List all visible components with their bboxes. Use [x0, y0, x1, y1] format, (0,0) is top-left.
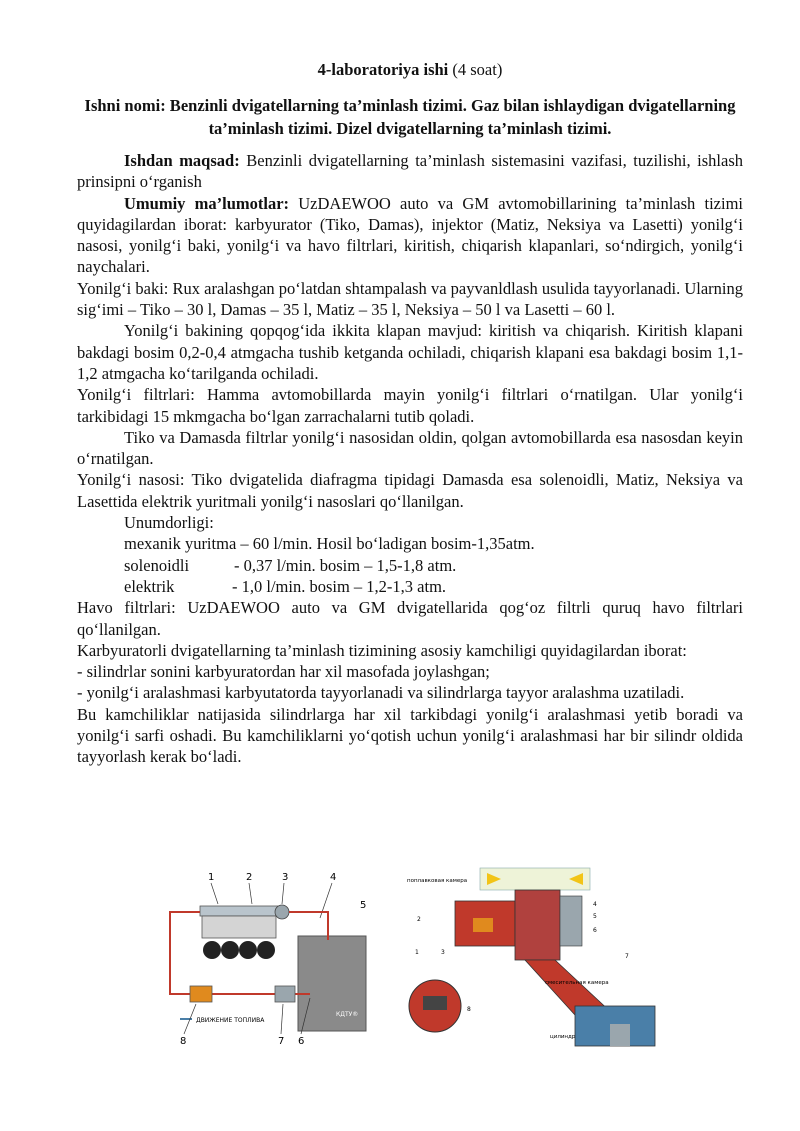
supply-line [170, 912, 200, 994]
paragraph-drawback-2: - yonilg‘i aralashmasi karbyutatorda tayyorlanadi va silindrlarga tayyor aralashma uzatiladi. [77, 683, 685, 703]
label-5: 5 [360, 900, 367, 911]
paragraph-general-info [77, 193, 743, 278]
paragraph-air-filters: Havo filtrlari: UzDAEWOO auto va GM dvigatellarida qog‘oz filtrli quruq havo filtrlari qo‘llanilgan. [77, 598, 743, 639]
mixing-chamber-label: смесительная камера [545, 980, 609, 986]
paragraph-drawbacks: Karbyuratorli dvigatellarning ta’minlash tizimining asosiy kamchiligi quyidagilardan iborat: [77, 640, 687, 660]
fuel-system-diagram [160, 866, 390, 1051]
carburetor-diagram [405, 866, 670, 1051]
lab-title [77, 60, 743, 80]
right-label-1: 1 [415, 949, 419, 956]
label-4: 4 [330, 872, 337, 883]
right-label-8: 8 [467, 1006, 471, 1013]
lab-title-bold: 4-laboratoriya ishi [317, 60, 449, 79]
lab-title-hours: (4 soat) [448, 60, 503, 79]
cylinder-4 [257, 941, 275, 959]
paragraph-productivity: Unumdorligi: [124, 513, 214, 533]
solenoid-label: solenoidli [124, 555, 190, 575]
piston [610, 1024, 630, 1046]
paragraph-fuel-filters: Yonilg‘i filtrlari: Hamma avtomobillarda mayin yonilg‘i filtrlari o‘rnatilgan. Ular yonilg‘i tarkibidagi 15 mkmgacha bo‘lgan zarrachalarni tutib qoladi. [77, 385, 743, 426]
right-label-7: 7 [625, 953, 629, 960]
paragraph-tank-valves: Yonilg‘i bakining qopqog‘ida ikkita klapan mavjud: kiritish va chiqarish. Kiritish klapani bakdagi bosim 0,2-0,4 atmgacha tushib ketganda ochiladi, chiqarish klapani esa bakdagi bosim 1,1-1,2 atmgacha ko‘tarilganda ochiladi. [77, 321, 743, 383]
general-info-label: Umumiy ma’lumotlar: [124, 193, 290, 213]
body-text [77, 150, 743, 768]
paragraph-conclusion: Bu kamchiliklar natijasida silindrlarga har xil tarkibdagi yonilg‘i aralashmasi yetib boradi va yonilg‘i sarfi oshadi. Bu kamchiliklarni yo‘qotish uchun yonilg‘i aralashmasi har bir silindr oldida tayyorlash kerak bo‘ladi. [77, 704, 743, 767]
paragraph-goal [77, 150, 743, 193]
paragraph-drawback-1: - silindrlar sonini karbyuratordan har xil masofada joylashgan; [77, 662, 490, 682]
right-label-3: 3 [441, 949, 445, 956]
label-2: 2 [246, 872, 253, 883]
float [473, 918, 493, 932]
right-label-4: 4 [593, 901, 597, 908]
electric-label: elektrik [124, 576, 175, 596]
right-label-2: 2 [417, 916, 421, 923]
engine-block [202, 916, 276, 938]
goal-text: Benzinli dvigatellarning ta’minlash sistemasini vazifasi, tuzilishi, ishlash prinsipni o‘rganish [77, 151, 743, 192]
right-label-6: 6 [593, 927, 597, 934]
cylinder-1 [203, 941, 221, 959]
cylinder-2 [221, 941, 239, 959]
electric-value: - 1,0 l/min. bosim – 1,2-1,3 atm. [232, 576, 447, 596]
fuel-rail [200, 906, 278, 916]
figures-row [160, 866, 760, 1051]
label-6: 6 [298, 1036, 305, 1047]
work-name-heading: Ishni nomi: Benzinli dvigatellarning ta’minlash tizimi. Gaz bilan ishlaydigan dvigatellarning ta’minlash tizimi. Dizel dvigatellarning ta’minlash tizimi. [84, 96, 736, 138]
goal-label: Ishdan maqsad: [124, 151, 240, 170]
label-8: 8 [180, 1036, 187, 1047]
legend-text: ДВИЖЕНИЕ ТОПЛИВА [196, 1017, 265, 1024]
paragraph-fuel-tank: Yonilg‘i baki: Rux aralashgan po‘latdan shtampalash va payvanldlash usulida tayyorlanadi. Ularning sig‘imi – Tiko – 30 l, Damas – 35 l, Matiz – 35 l, Neksiya – 50 l va Lasetti – 60 l. [77, 278, 743, 320]
general-info-text: UzDAEWOO auto va GM avtomobillarining ta’minlash tizimi quyidagilardan iborat: karbyurator (Tiko, Damas), injektor (Matiz, Neksiya va Lasetti) yonilg‘i nasosi, yonilg‘i baki, yonilg‘i va havo filtrlari, kiritish, chiqarish klapanlari, so‘ndirgich, yonilg‘i naychalari. [77, 193, 744, 277]
label-7: 7 [278, 1036, 285, 1047]
solenoid-value: - 0,37 l/min. bosim – 1,5-1,8 atm. [234, 555, 457, 575]
paragraph-fuel-pump: Yonilg‘i nasosi: Tiko dvigatelida diafragma tipidagi Damasda esa solenoidli, Matiz, Neksiya va Lasettida elektrik yuritmali yonilg‘i nasoslari qo‘llanilgan. [77, 470, 743, 511]
carburetor-body [515, 890, 560, 960]
paragraph-filter-placement: Tiko va Damasda filtrlar yonilg‘i nasosidan oldin, qolgan avtomobillarda esa nasosdan keyin o‘rnatilgan. [77, 427, 743, 469]
float-chamber-label: поплавковая камера [407, 878, 468, 884]
paragraph-solenoid [77, 555, 743, 576]
fuel-filter [190, 986, 212, 1002]
label-1: 1 [208, 872, 215, 883]
cylinder-3 [239, 941, 257, 959]
pressure-regulator [275, 905, 289, 919]
label-3: 3 [282, 872, 289, 883]
paragraph-mechanical: mexanik yuritma – 60 l/min. Hosil bo‘ladigan bosim-1,35atm. [124, 534, 535, 554]
right-label-5: 5 [593, 913, 597, 920]
paragraph-electric [77, 576, 743, 597]
cylinder-label: цилиндр [550, 1034, 576, 1040]
tank-corner-label: КДТУ® [336, 1011, 359, 1018]
fuel-pump [275, 986, 295, 1002]
